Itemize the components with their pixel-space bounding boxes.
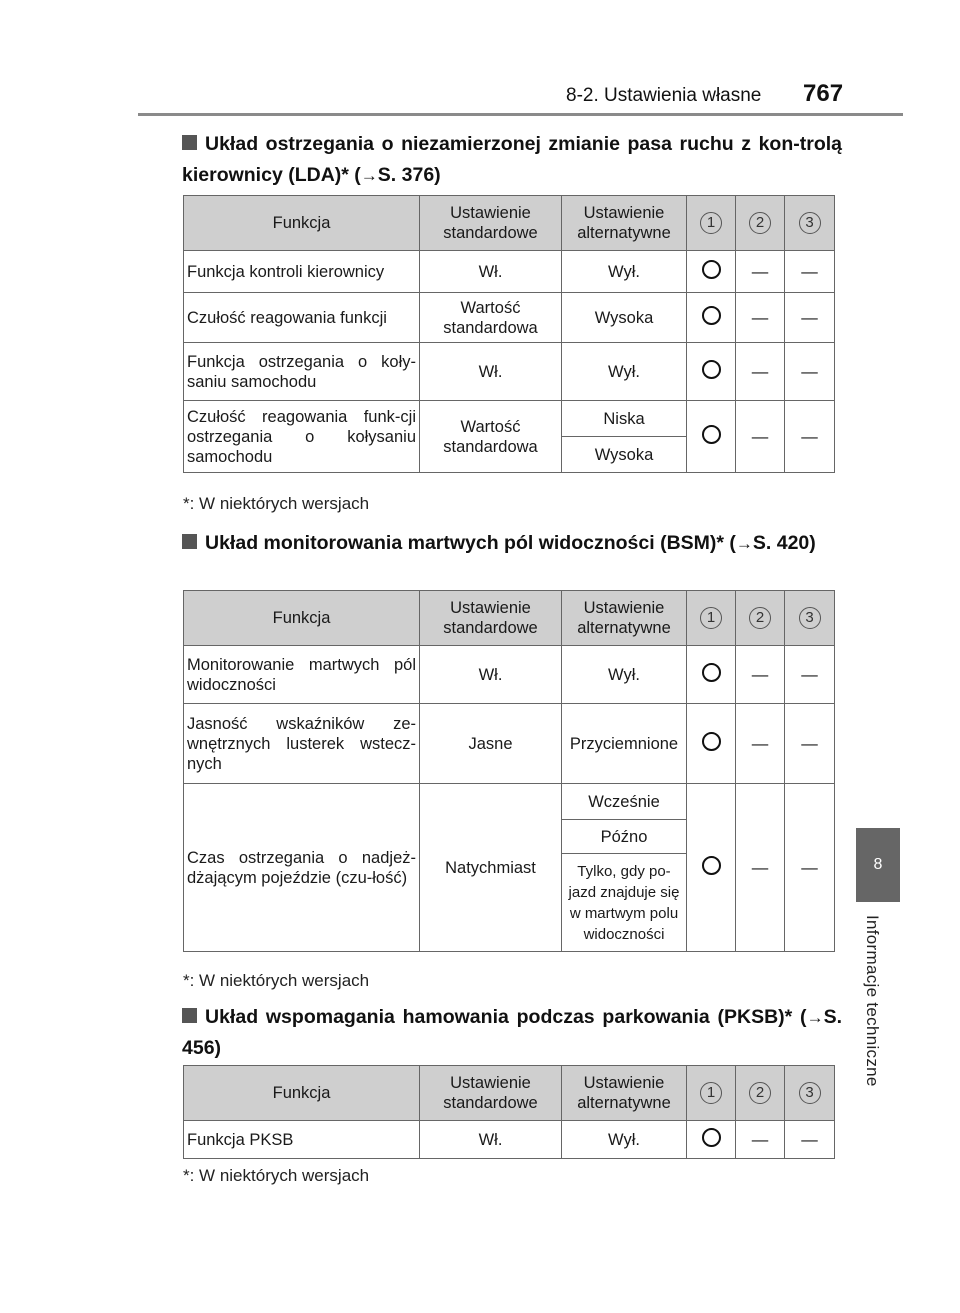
cell-mark-1 [687, 343, 736, 401]
col-header-2 [736, 196, 785, 251]
cell-default: Wł. [420, 1121, 562, 1159]
cell-function: Funkcja kontroli kierownicy [184, 251, 420, 293]
settings-table-lda [183, 195, 835, 473]
footnote-pksb: *: W niektórych wersjach [183, 1166, 370, 1185]
table-row [184, 704, 835, 784]
table-row [184, 1121, 835, 1159]
cell-alternative: Późno [562, 820, 687, 854]
col-header-3 [785, 1066, 835, 1121]
header-divider [138, 113, 903, 116]
arrow-right-icon: → [360, 166, 378, 185]
col-header-1 [687, 196, 736, 251]
cell-mark-2: — [736, 401, 785, 473]
page-ref-link[interactable]: S. 376) [377, 164, 441, 186]
cell-mark-1 [687, 293, 736, 343]
number-3-icon: 3 [799, 1082, 821, 1104]
settings-table-pksb [183, 1065, 835, 1159]
cell-mark-2: — [736, 784, 785, 952]
cell-mark-2: — [736, 1121, 785, 1159]
arrow-right-icon: → [735, 534, 753, 553]
page-ref-link[interactable]: S. 456) [182, 1006, 842, 1059]
page-ref-link[interactable]: S. 420) [752, 532, 816, 554]
cell-mark-1 [687, 251, 736, 293]
cell-mark-3: — [785, 646, 835, 704]
number-1-icon: 1 [700, 1082, 722, 1104]
cell-mark-3: — [785, 251, 835, 293]
circle-mark-icon [702, 260, 721, 279]
footnote-lda: *: W niektórych wersjach [183, 494, 370, 513]
cell-mark-2: — [736, 646, 785, 704]
cell-mark-3: — [785, 784, 835, 952]
table-row [184, 343, 835, 401]
footnote-bsm: *: W niektórych wersjach [183, 971, 370, 990]
number-2-icon: 2 [749, 1082, 771, 1104]
chapter-number: 8 [873, 856, 883, 873]
cell-alternative: Wysoka [562, 293, 687, 343]
col-header-alternative: Ustawienie alternatywne [562, 196, 687, 251]
col-header-default: Ustawienie standardowe [420, 1066, 562, 1121]
cell-alternative: Wył. [562, 343, 687, 401]
cell-function: Czułość reagowania funkcji [184, 293, 420, 343]
col-header-3 [785, 591, 835, 646]
cell-mark-1 [687, 401, 736, 473]
cell-default: Wł. [420, 251, 562, 293]
col-header-3 [785, 196, 835, 251]
col-header-alternative: Ustawienie alternatywne [562, 591, 687, 646]
cell-alternative: Wcześnie [562, 784, 687, 820]
col-header-default: Ustawienie standardowe [420, 591, 562, 646]
cell-mark-3: — [785, 343, 835, 401]
cell-mark-3: — [785, 1121, 835, 1159]
section-heading-pksb: Układ wspomagania hamowania podczas parkowania (PKSB)* (→S. 456) [182, 1006, 842, 1059]
col-header-2 [736, 591, 785, 646]
cell-mark-2: — [736, 343, 785, 401]
circle-mark-icon [702, 360, 721, 379]
cell-mark-2: — [736, 704, 785, 784]
number-1-icon: 1 [700, 212, 722, 234]
circle-mark-icon [702, 663, 721, 682]
cell-alternative: Wył. [562, 1121, 687, 1159]
col-header-function: Funkcja [184, 196, 420, 251]
cell-default: Natychmiast [420, 784, 562, 952]
cell-default: Wł. [420, 646, 562, 704]
col-header-function: Funkcja [184, 1066, 420, 1121]
square-bullet-icon [182, 1008, 197, 1023]
cell-alternative: Niska [562, 401, 687, 437]
chapter-label: Informacje techniczne [863, 915, 882, 1087]
cell-mark-1 [687, 784, 736, 952]
section-heading-bsm: Układ monitorowania martwych pól widoczności (BSM)* (→S. 420) [182, 528, 842, 559]
col-header-default: Ustawienie standardowe [420, 196, 562, 251]
cell-default: Wartość standardowa [420, 293, 562, 343]
circle-mark-icon [702, 1128, 721, 1147]
cell-mark-2: — [736, 293, 785, 343]
table-row [184, 401, 835, 437]
cell-function: Jasność wskaźników ze-wnętrznych lusterek wstecz-nych [184, 704, 420, 784]
cell-mark-3: — [785, 704, 835, 784]
cell-mark-2: — [736, 251, 785, 293]
table-row [184, 784, 835, 820]
table-header-row [184, 196, 835, 251]
table-row [184, 293, 835, 343]
cell-mark-3: — [785, 293, 835, 343]
col-header-function: Funkcja [184, 591, 420, 646]
number-3-icon: 3 [799, 607, 821, 629]
cell-mark-3: — [785, 401, 835, 473]
page-number: 767 [803, 80, 844, 107]
cell-default: Jasne [420, 704, 562, 784]
cell-alternative: Przyciemnione [562, 704, 687, 784]
circle-mark-icon [702, 856, 721, 875]
chapter-tab[interactable] [856, 828, 900, 902]
number-2-icon: 2 [749, 212, 771, 234]
table-header-row [184, 1066, 835, 1121]
square-bullet-icon [182, 534, 197, 549]
cell-mark-1 [687, 704, 736, 784]
arrow-right-icon: → [806, 1008, 824, 1027]
cell-function: Czas ostrzegania o nadjeż-dżającym pojeździe (czu-łość) [184, 784, 420, 952]
col-header-1 [687, 591, 736, 646]
cell-alternative: Wył. [562, 646, 687, 704]
number-2-icon: 2 [749, 607, 771, 629]
cell-default: Wł. [420, 343, 562, 401]
number-1-icon: 1 [700, 607, 722, 629]
cell-alternative: Wysoka [562, 437, 687, 473]
cell-alternative: Tylko, gdy po-jazd znajduje się w martwym polu widoczności [562, 854, 687, 952]
section-heading-lda: Układ ostrzegania o niezamierzonej zmianie pasa ruchu z kon-trolą kierownicy (LDA)* (→S. 376) [182, 133, 842, 186]
settings-table-bsm [183, 590, 835, 952]
cell-mark-1 [687, 646, 736, 704]
table-header-row [184, 591, 835, 646]
circle-mark-icon [702, 306, 721, 325]
cell-mark-1 [687, 1121, 736, 1159]
number-3-icon: 3 [799, 212, 821, 234]
cell-function: Funkcja ostrzegania o koły-saniu samochodu [184, 343, 420, 401]
square-bullet-icon [182, 135, 197, 150]
circle-mark-icon [702, 425, 721, 444]
cell-default: Wartość standardowa [420, 401, 562, 473]
col-header-1 [687, 1066, 736, 1121]
col-header-2 [736, 1066, 785, 1121]
header-section-title: 8-2. Ustawienia własne [566, 85, 762, 106]
circle-mark-icon [702, 732, 721, 751]
col-header-alternative: Ustawienie alternatywne [562, 1066, 687, 1121]
cell-alternative: Wył. [562, 251, 687, 293]
table-row [184, 251, 835, 293]
cell-function: Monitorowanie martwych pól widoczności [184, 646, 420, 704]
cell-function: Czułość reagowania funk-cji ostrzegania o kołysaniu samochodu [184, 401, 420, 473]
cell-function: Funkcja PKSB [184, 1121, 420, 1159]
table-row [184, 646, 835, 704]
